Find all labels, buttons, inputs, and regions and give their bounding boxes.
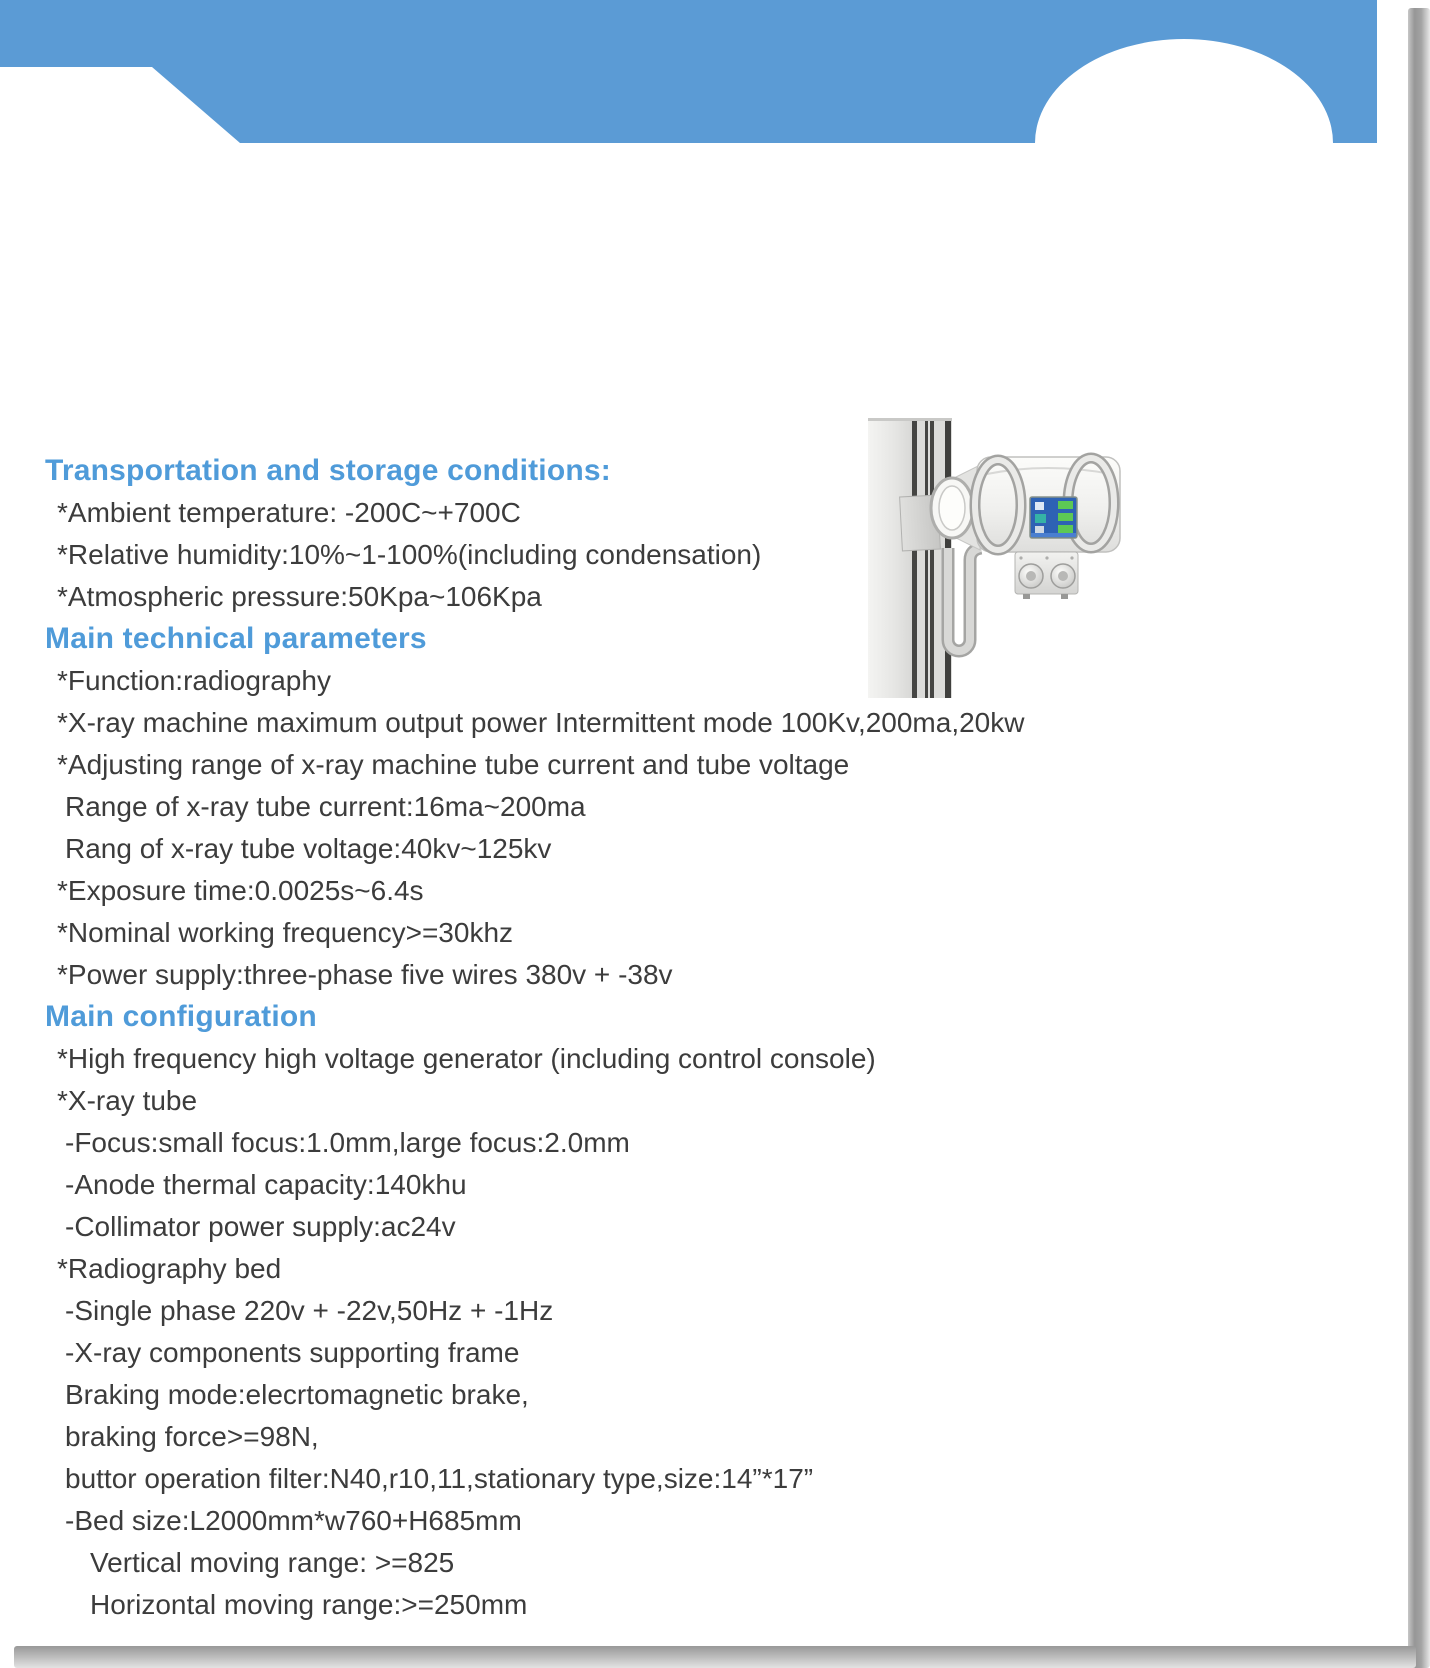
spec-line: -X-ray components supporting frame (65, 1337, 520, 1368)
spec-line: *X-ray tube (57, 1085, 198, 1116)
spec-line: -Single phase 220v + -22v,50Hz + -1Hz (65, 1295, 554, 1326)
spec-line: Rang of x-ray tube voltage:40kv~125kv (65, 833, 552, 864)
spec-line: Range of x-ray tube current:16ma~200ma (65, 791, 586, 822)
section-transport-storage (45, 450, 1145, 618)
spec-line: *Nominal working frequency>=30khz (57, 917, 514, 948)
spec-line: Vertical moving range: >=825 (90, 1547, 455, 1578)
spec-line: -Anode thermal capacity:140khu (65, 1169, 467, 1200)
page-edge-shadow-right (1408, 8, 1430, 1668)
spec-line: buttor operation filter:N40,r10,11,stationary type,size:14”*17” (65, 1463, 814, 1494)
page-edge-shadow-bottom (14, 1646, 1416, 1668)
spec-line: braking force>=98N, (65, 1421, 319, 1452)
spec-line: Braking mode:elecrtomagnetic brake, (65, 1379, 529, 1410)
spec-line: -Focus:small focus:1.0mm,large focus:2.0mm (65, 1127, 630, 1158)
spec-line: *X-ray machine maximum output power Intermittent mode 100Kv,200ma,20kw (57, 707, 1025, 738)
spec-line: *High frequency high voltage generator (including control console) (57, 1043, 876, 1074)
spec-line: -Bed size:L2000mm*w760+H685mm (65, 1505, 522, 1536)
spec-line: *Radiography bed (57, 1253, 282, 1284)
spec-content (45, 450, 1145, 1626)
section-technical-parameters (45, 618, 1145, 996)
spec-line: *Atmospheric pressure:50Kpa~106Kpa (57, 581, 542, 612)
section-heading-main-configuration: Main configuration (45, 1000, 317, 1033)
header-banner (0, 0, 1430, 170)
section-heading-technical-parameters: Main technical parameters (45, 622, 427, 655)
spec-line: Horizontal moving range:>=250mm (90, 1589, 528, 1620)
spec-line: *Power supply:three-phase five wires 380v + -38v (57, 959, 673, 990)
spec-line: *Exposure time:0.0025s~6.4s (57, 875, 424, 906)
section-main-configuration (45, 996, 1145, 1626)
header-banner-shape (0, 0, 1377, 143)
spec-line: -Collimator power supply:ac24v (65, 1211, 456, 1242)
spec-line: *Function:radiography (57, 665, 331, 696)
section-heading-transport-storage: Transportation and storage conditions: (45, 454, 611, 487)
spec-line: *Adjusting range of x-ray machine tube current and tube voltage (57, 749, 850, 780)
spec-line: *Relative humidity:10%~1-100%(including condensation) (57, 539, 762, 570)
spec-line: *Ambient temperature: -200C~+700C (57, 497, 521, 528)
